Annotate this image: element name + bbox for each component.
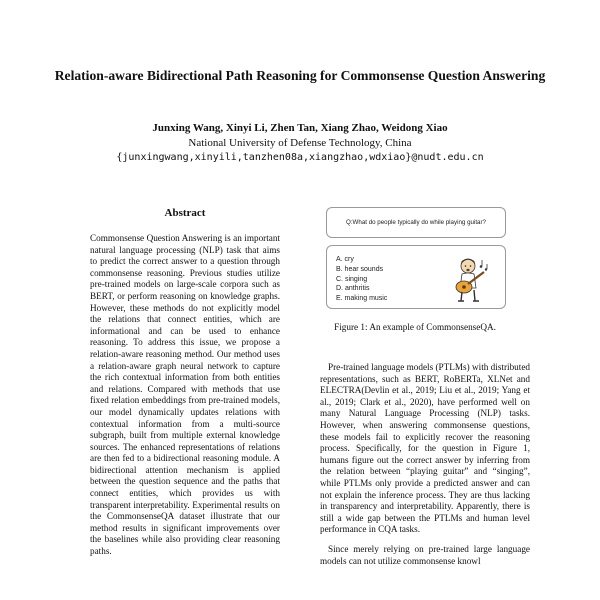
intro-paragraph-2: Since merely relying on pre-trained large language models can not utilize commonsense knowl (320, 543, 530, 566)
figure-caption: Figure 1: An example of CommonsenseQA. (334, 322, 496, 332)
answer-option: C. singing (336, 275, 368, 283)
answer-option: E. making music (336, 295, 388, 303)
intro-paragraph-1: Pre-trained language models (PTLMs) with distributed representations, such as BERT, RoBERTa, XLNet and ELECTRA(Devlin et al., 2019; Liu et al., 2019; Yang et al., 2019; Clark et al., 2020), have performed well on many Natural Language Processing (NLP) tasks. However, when answering commonsense questions, these models fail to explicitly recover the reasoning process. Specifically, for the question in Figure 1, humans figure out the correct answer by inferring from the relation between “playing guitar” and “singing”, while PTLMs only provide a predicted answer and can not explain the inference process. They are thus lacking in transparency and interpretability. Apparently, there is still a wide gap between the PTLMs and human level performance in CQA tasks. (320, 362, 530, 535)
answer-option: B. hear sounds (336, 265, 384, 273)
question-text: Q:What do people typically do while playing guitar? (346, 219, 486, 226)
question-box (326, 207, 506, 238)
affiliation: National University of Defense Technology, China (188, 137, 412, 149)
figure-1 (326, 207, 506, 309)
answer-list (336, 255, 387, 304)
guitarist-icon (444, 254, 494, 304)
author-list: Junxing Wang, Xinyi Li, Zhen Tan, Xiang Zhao, Weidong Xiao (152, 122, 448, 134)
intro-section (320, 362, 530, 567)
answer-option: D. anthritis (336, 285, 370, 293)
abstract-heading: Abstract (164, 207, 206, 219)
answer-option: A. cry (336, 256, 354, 263)
paper-title: Relation-aware Bidirectional Path Reasoning for Commonsense Question Answering (54, 68, 546, 83)
author-emails: {junxingwang,xinyili,tanzhen08a,xiangzhao,wdxiao}@nudt.edu.cn (116, 152, 484, 163)
abstract-text: Commonsense Question Answering is an important natural language processing (NLP) task that aims to predict the correct answer to a question through commonsense reasoning. Previous studies utilize pre-trained models on large-scale corpora such as BERT, or perform reasoning on knowledge graphs. However, these methods do not explicitly model the relations that connect entities, which are informational and can be used to enhance reasoning. To address this issue, we propose a relation-aware reasoning method. Our method uses a relation-aware graph neural network to capture the rich contextual information from both entities and relations. Compared with methods that use fixed relation embeddings from pre-trained models, our model dynamically updates relations with contextual information from a multi-source subgraph, built from multiple external knowledge sources. The enhanced representations of relations are then fed to a bidirectional reasoning module. A bidirectional attention mechanism is applied between the question sequence and the paths that connect entities, which provides us with transparent interpretability. Experimental results on the CommonsenseQA dataset illustrate that our method results in significant improvements over the baselines while also providing clear reasoning paths. (90, 233, 280, 557)
